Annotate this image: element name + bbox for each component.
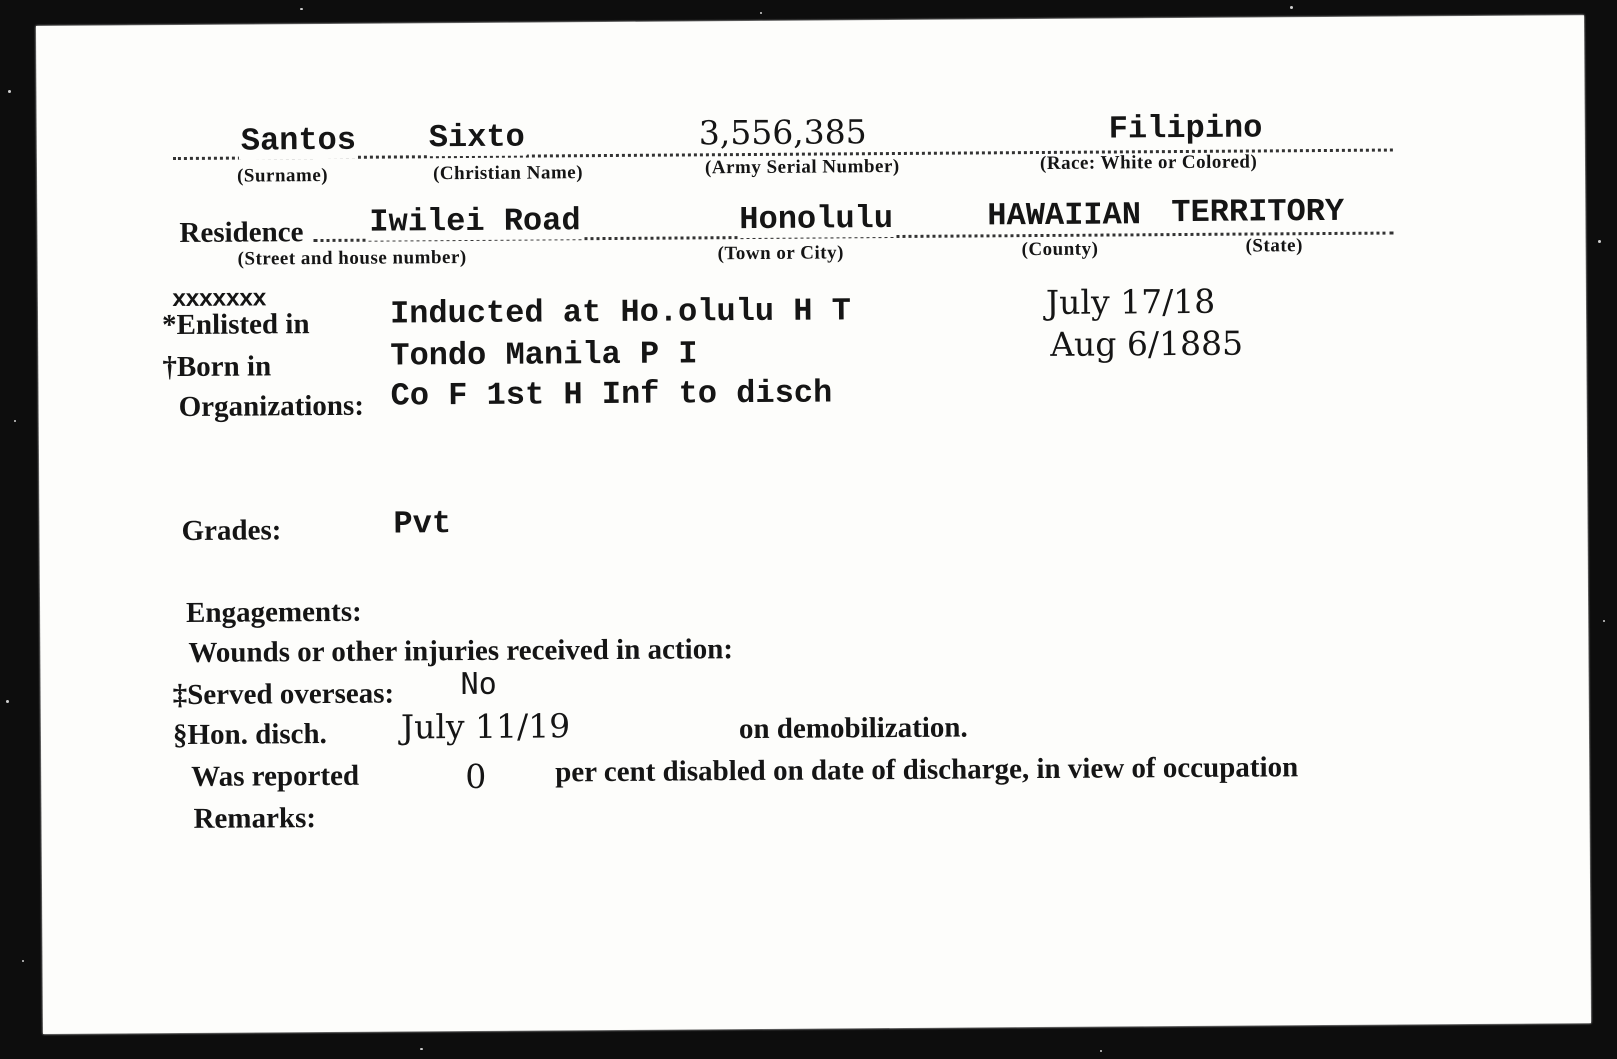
disability-value: 0: [465, 756, 487, 797]
residence-state-value: TERRITORY: [1171, 192, 1345, 232]
born-date: Aug 6/1885: [1050, 323, 1244, 364]
organizations-label: Organizations:: [178, 389, 365, 424]
residence-county-value: HAWAIIAN: [987, 196, 1142, 235]
enlisted-value: Inducted at Ho.olulu H T: [389, 292, 852, 333]
grades-value: Pvt: [393, 505, 452, 543]
residence-street-value: Iwilei Road: [369, 202, 581, 241]
discharge-suffix: on demobilization.: [738, 711, 968, 746]
grades-label: Grades:: [181, 514, 282, 547]
record-card: [36, 15, 1591, 1034]
born-label: †Born in: [162, 350, 272, 384]
serial-number-value: 3,556,385: [698, 112, 867, 153]
enlisted-date: July 17/18: [1045, 281, 1216, 322]
disability-suffix: per cent disabled on date of discharge, in view of occupation: [555, 751, 1299, 789]
wounds-label: Wounds or other injuries received in action:: [188, 633, 734, 669]
enlisted-struck-text: xxxxxxx: [171, 286, 266, 315]
county-caption: (County): [1021, 238, 1099, 261]
christian-name-caption: (Christian Name): [432, 162, 584, 185]
discharge-date: July 11/19: [400, 706, 571, 747]
residence-town-value: Honolulu: [739, 200, 894, 239]
christian-name-value: Sixto: [428, 118, 525, 157]
overseas-label: ‡Served overseas:: [172, 677, 395, 712]
disability-label: Was reported: [191, 759, 360, 793]
street-caption: (Street and house number): [237, 246, 467, 270]
race-caption: (Race: White or Colored): [1039, 151, 1258, 174]
state-caption: (State): [1245, 235, 1303, 257]
residence-label: Residence: [179, 216, 304, 250]
discharge-label: §Hon. disch.: [172, 717, 327, 752]
enlisted-label: *Enlisted in: [161, 308, 310, 342]
race-value: Filipino: [1108, 109, 1263, 148]
serial-number-caption: (Army Serial Number): [704, 155, 900, 179]
surname-value: Santos: [240, 121, 357, 160]
organizations-value: Co F 1st H Inf to disch: [390, 374, 833, 415]
engagements-label: Engagements:: [185, 595, 362, 629]
town-caption: (Town or City): [717, 242, 844, 265]
remarks-label: Remarks:: [193, 802, 317, 835]
surname-caption: (Surname): [236, 164, 329, 187]
overseas-value: No: [460, 666, 497, 703]
born-value: Tondo Manila P I: [390, 335, 698, 375]
